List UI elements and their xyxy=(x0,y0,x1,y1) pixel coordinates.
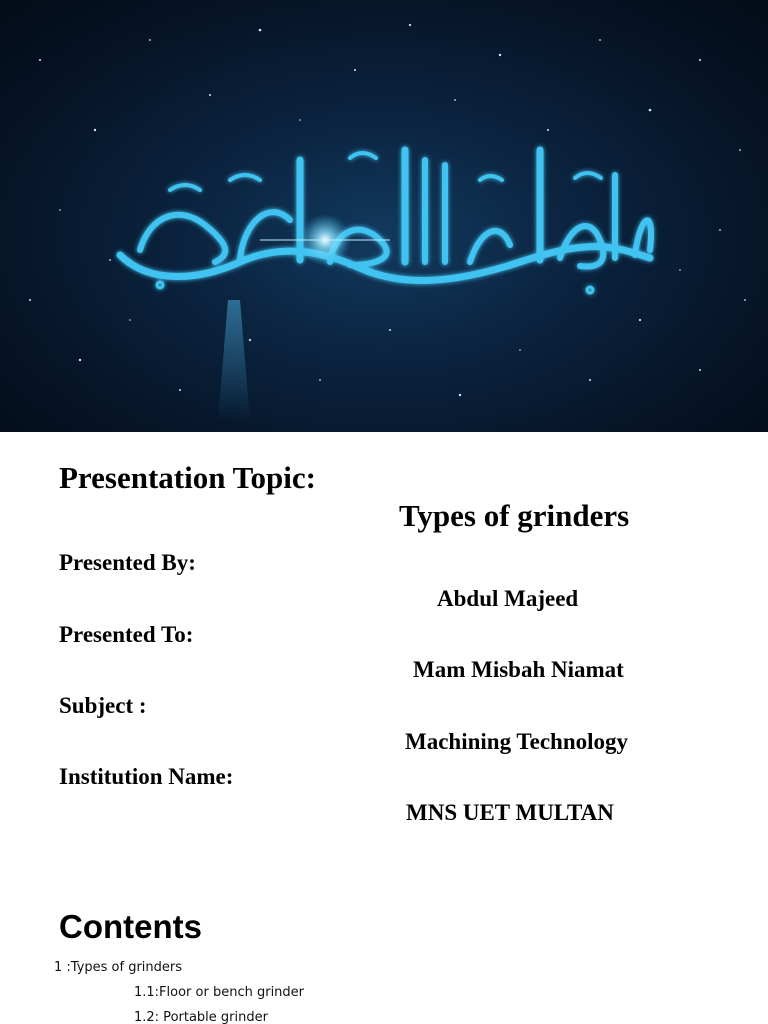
presentation-topic-value: Types of grinders xyxy=(399,498,630,533)
presented-by-value: Abdul Majeed xyxy=(437,586,579,611)
institution-name-value: MNS UET MULTAN xyxy=(406,800,614,825)
contents-item: 1.2: Portable grinder xyxy=(134,1010,268,1024)
subject-label: Subject : xyxy=(59,693,147,718)
bismillah-calligraphy xyxy=(120,150,651,293)
contents-item: 1 :Types of grinders xyxy=(54,960,183,975)
presented-by-label: Presented By: xyxy=(59,550,196,575)
calligraphy-artwork xyxy=(0,0,768,432)
contents-item: 1.1:Floor or bench grinder xyxy=(134,985,305,1000)
presentation-topic-label: Presentation Topic: xyxy=(59,460,316,495)
contents-heading: Contents xyxy=(59,908,202,945)
institution-name-label: Institution Name: xyxy=(59,764,234,789)
bismillah-banner-image xyxy=(0,0,768,432)
presented-to-value: Mam Misbah Niamat xyxy=(413,657,624,682)
light-beam xyxy=(218,300,250,420)
subject-value: Machining Technology xyxy=(405,729,629,754)
presented-to-label: Presented To: xyxy=(59,622,194,647)
stars-decoration xyxy=(29,24,746,396)
